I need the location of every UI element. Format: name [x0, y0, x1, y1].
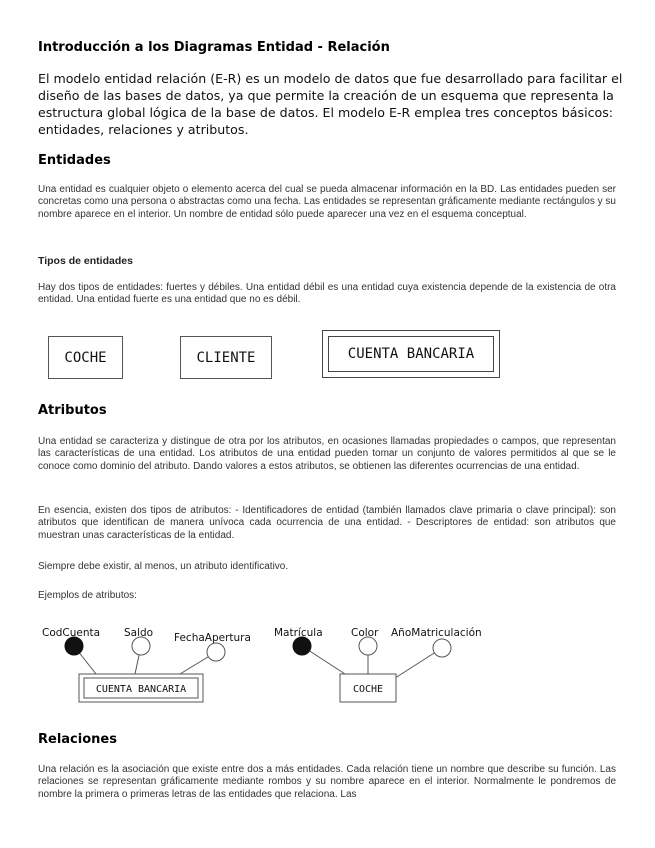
- identifier-attribute-circle: [293, 637, 311, 655]
- relaciones-paragraph: Una relación es la asociación que existe entre dos a más entidades. Cada relación tiene un nombre que describe su función. Las relaciones se representan gráficamente mediante rombos y su nombre aparece en el interior. Normalmente le pondremos de nombre la primera o primeras letras de las entidades que relaciona. Las: [38, 764, 616, 800]
- attribute-circle: [132, 637, 150, 655]
- attribute-circle: [207, 643, 225, 661]
- attr-label-matricula: Matrícula: [274, 627, 323, 639]
- entity-box-cliente: CLIENTE: [180, 336, 272, 379]
- entity-box-coche: COCHE: [48, 336, 123, 379]
- entidades-paragraph: Una entidad es cualquier objeto o elemento acerca del cual se pueda almacenar información en la BD. Las entidades pueden ser concretas como una persona o abstractas como una fecha. Las entidades se representan gráficamente mediante rectángulos y su nombre aparece en el interior. Un nombre de entidad sólo puede aparecer una vez en el esquema conceptual.: [38, 184, 616, 220]
- atributos-heading: Atributos: [38, 403, 107, 418]
- atributos-paragraph-1: Una entidad se caracteriza y distingue de otra por los atributos, en ocasiones llamadas propiedades o campos, que representan las características de una entidad. Los atributos de una entidad pueden tomar un conjunto de valores permitidos al que se le conoce como dominio del atributo. Dando valores a estos atributos, se obtienen las diferentes ocurrencias de una entidad.: [38, 436, 616, 472]
- tipos-entidades-heading: Tipos de entidades: [38, 255, 133, 267]
- attr-label-anomatriculacion: AñoMatriculación: [391, 627, 482, 639]
- attr-label-codcuenta: CodCuenta: [42, 627, 101, 639]
- entity-label-cuenta-bancaria: CUENTA BANCARIA: [95, 684, 187, 695]
- attr-label-fechaapertura: FechaApertura: [174, 632, 251, 644]
- page-title: Introducción a los Diagramas Entidad - Relación: [38, 40, 390, 55]
- entidades-heading: Entidades: [38, 153, 111, 168]
- attr-label-saldo: Saldo: [124, 627, 154, 639]
- identifier-attribute-circle: [65, 637, 83, 655]
- intro-paragraph: El modelo entidad relación (E-R) es un modelo de datos que fue desarrollado para facilitar el diseño de las bases de datos, ya que permite la creación de un esquema que representa la estructura global lógica de la base de datos. El modelo E-R emplea tres conceptos básicos: entidades, relaciones y atributos.: [38, 71, 623, 137]
- attribute-circle: [359, 637, 377, 655]
- relaciones-heading: Relaciones: [38, 732, 117, 747]
- atributos-paragraph-3: Siempre debe existir, al menos, un atributo identificativo.: [38, 561, 289, 572]
- tipos-entidades-paragraph: Hay dos tipos de entidades: fuertes y débiles. Una entidad débil es una entidad cuya existencia depende de la existencia de otra entidad. Una entidad fuerte es una entidad que no es débil.: [38, 282, 616, 306]
- attribute-circle: [433, 639, 451, 657]
- entity-label-coche: COCHE: [352, 684, 384, 695]
- atributos-paragraph-4: Ejemplos de atributos:: [38, 590, 137, 601]
- attr-label-color: Color: [351, 627, 379, 639]
- atributos-paragraph-2: En esencia, existen dos tipos de atributos: - Identificadores de entidad (también llamados clave primaria o clave principal): son atributos que identifican de manera unívoca cada ocurrencia de una entidad. - Descriptores de entidad: son atributos que muestran unas características de la entidad.: [38, 505, 616, 541]
- weak-entity-label: CUENTA BANCARIA: [328, 336, 494, 372]
